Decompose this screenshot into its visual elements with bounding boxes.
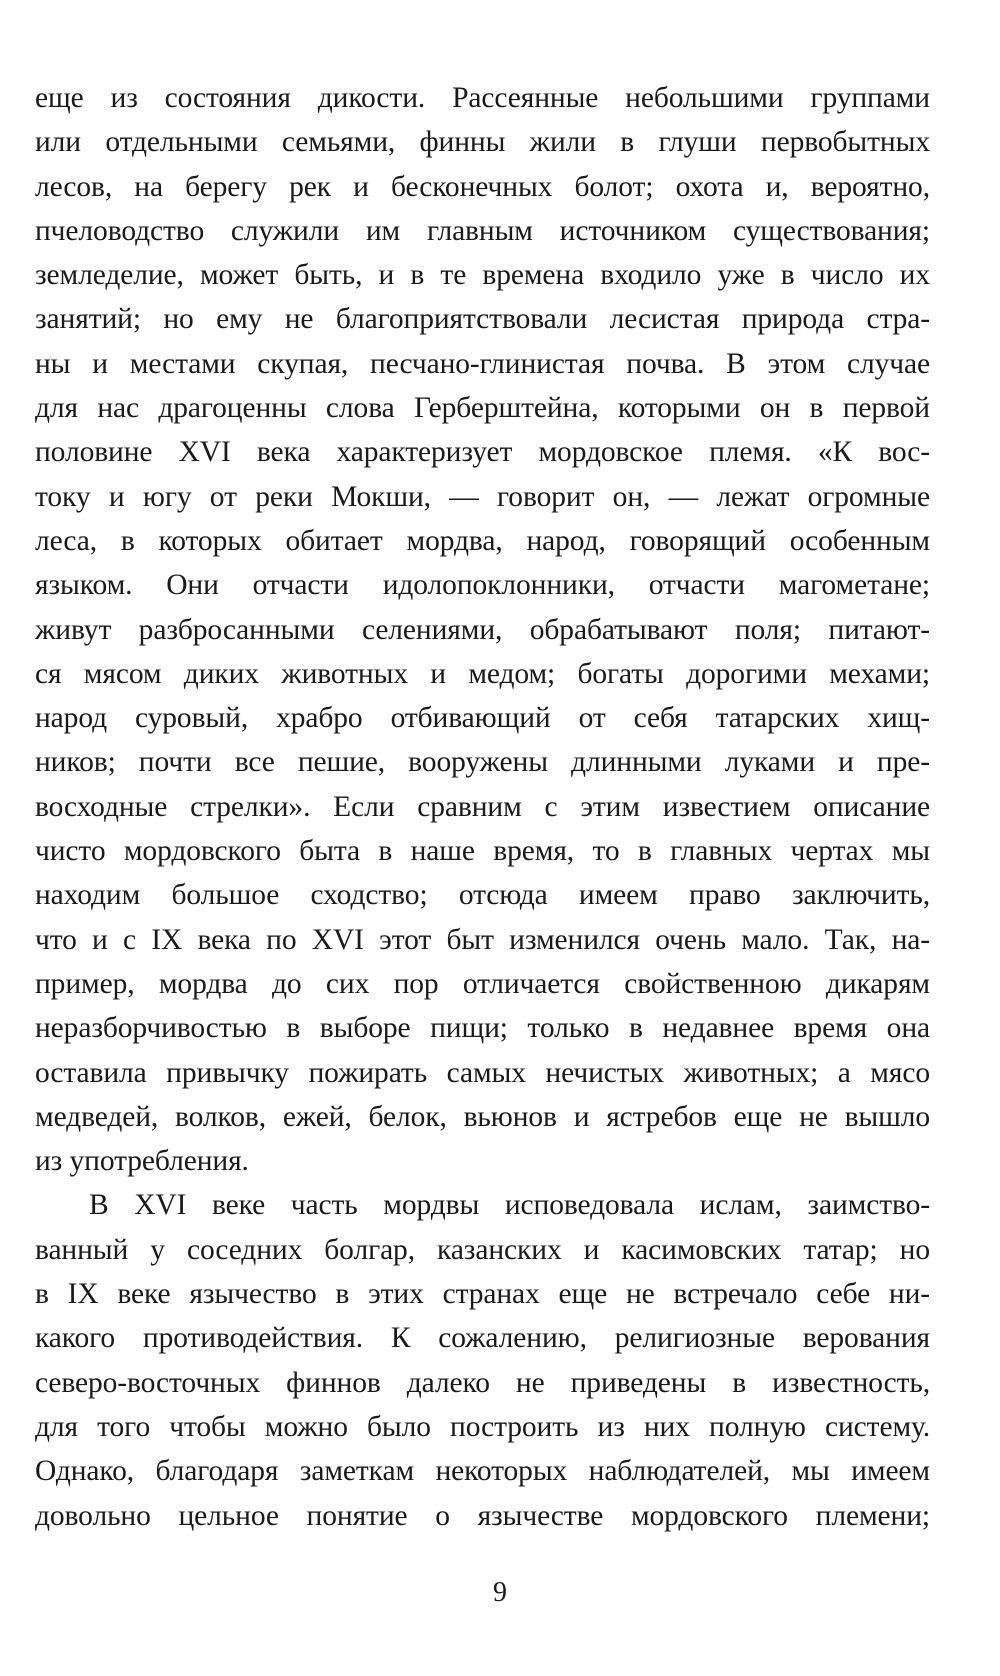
text-line: пчеловодство служили им главным источником существования; xyxy=(35,214,930,247)
page-number: 9 xyxy=(493,1577,507,1608)
text-line: оставила привычку пожирать самых нечистых животных; а мясо xyxy=(35,1056,930,1089)
text-line: находим большое сходство; отсюда имеем право заключить, xyxy=(35,879,930,912)
text-line: или отдельными семьями, финны жили в глуши первобытных xyxy=(35,126,930,159)
text-line: живут разбросанными селениями, обрабатывают поля; питают- xyxy=(35,613,930,646)
text-line: неразборчивостью в выборе пищи; только в недавнее время она xyxy=(35,1012,930,1045)
text-line: лесов, на берегу рек и бесконечных болот; охота и, вероятно, xyxy=(35,170,930,203)
text-line: для того чтобы можно было построить из них полную систему. xyxy=(35,1410,930,1443)
text-line: половине XVI века характеризует мордовское племя. «К вос- xyxy=(35,436,930,469)
text-line: какого противодействия. К сожалению, религиозные верования xyxy=(35,1322,930,1355)
text-line: северо-восточных финнов далеко не приведены в известность, xyxy=(35,1366,930,1399)
body-text xyxy=(35,76,930,1538)
text-line: народ суровый, храбро отбивающий от себя татарских хищ- xyxy=(35,702,930,735)
paragraph-2 xyxy=(35,1183,930,1537)
text-line: чисто мордовского быта в наше время, то в главных чертах мы xyxy=(35,835,930,868)
text-line: в IX веке язычество в этих странах еще не встречало себе ни- xyxy=(35,1278,930,1311)
text-line: земледелие, может быть, и в те времена входило уже в число их xyxy=(35,259,930,292)
text-line: довольно цельное понятие о язычестве мордовского племени; xyxy=(35,1499,930,1532)
text-line: из употребления. xyxy=(35,1145,249,1178)
text-line: для нас драгоценны слова Герберштейна, которыми он в первой xyxy=(35,392,930,425)
text-line: току и югу от реки Мокши, — говорит он, — лежат огромные xyxy=(35,480,930,513)
text-line: языком. Они отчасти идолопоклонники, отчасти магометане; xyxy=(35,569,930,602)
text-line: Однако, благодаря заметкам некоторых наблюдателей, мы имеем xyxy=(35,1455,930,1488)
text-line: занятий; но ему не благоприятствовали лесистая природа стра- xyxy=(35,303,930,336)
text-line: медведей, волков, ежей, белок, вьюнов и ястребов еще не вышло xyxy=(35,1100,930,1133)
text-line: восходные стрелки». Если сравним с этим известием описание xyxy=(35,790,930,823)
text-line: еще из состояния дикости. Рассеянные небольшими группами xyxy=(35,82,930,114)
text-line: леса, в которых обитает мордва, народ, говорящий особенным xyxy=(35,524,930,557)
paragraph-1 xyxy=(35,76,930,1183)
text-line: ванный у соседних болгар, казанских и касимовских татар; но xyxy=(35,1233,930,1266)
text-line: пример, мордва до сих пор отличается свойственною дикарям xyxy=(35,967,930,1000)
text-line: ся мясом диких животных и медом; богаты дорогими мехами; xyxy=(35,657,930,690)
text-line: ников; почти все пешие, вооружены длинными луками и пре- xyxy=(35,746,930,779)
text-line: В XVI веке часть мордвы исповедовала ислам, заимство- xyxy=(89,1189,930,1222)
text-line: что и с IX века по XVI этот быт изменился очень мало. Так, на- xyxy=(35,923,930,956)
text-line: ны и местами скупая, песчано-глинистая почва. В этом случае xyxy=(35,347,930,380)
